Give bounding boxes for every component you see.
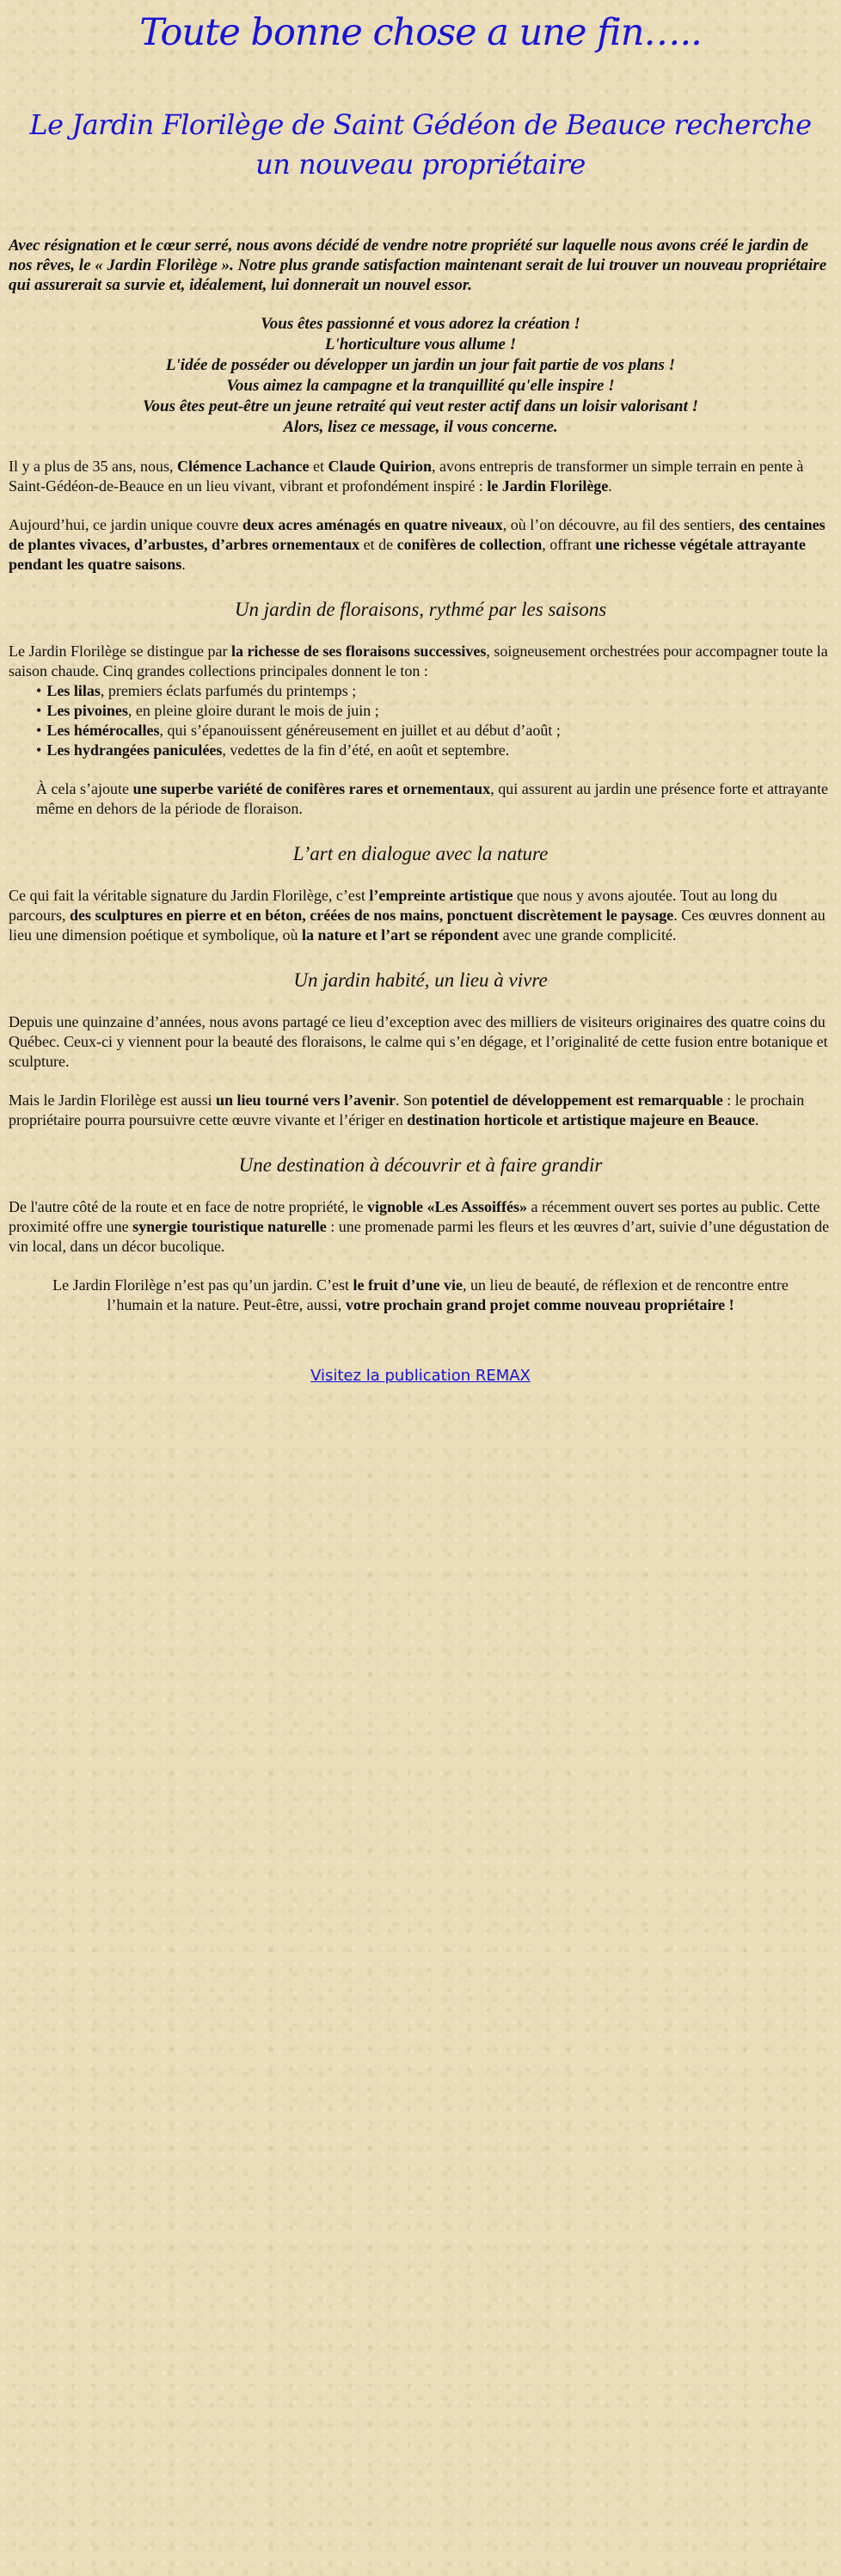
closing-paragraph: Le Jardin Florilège n’est pas qu’un jardin. C’est le fruit d’une vie, un lieu de beauté, de réflexion et de rencontre entre l’humain et la nature. Peut-être, aussi, votre prochain grand projet comme nouveau propriétaire !	[52, 1276, 789, 1313]
vineyard-paragraph: De l'autre côté de la route et en face de notre propriété, le vignoble «Les Assoiffés» a récemment ouvert ses portes au public. Cette proximité offre une synergie touristique naturelle : une promenade parmi les fleurs et les œuvres d’art, suivie d’une dégustation de vin local, dans un décor bucolique.	[9, 1198, 830, 1255]
history-paragraph: Il y a plus de 35 ans, nous, Clémence Lachance et Claude Quirion, avons entrepris de transformer un simple terrain en pente à Saint-Gédéon-de-Beauce en un lieu vivant, vibrant et profondément inspiré : le Jardin Florilège.	[9, 458, 804, 495]
future-paragraph: Mais le Jardin Florilège est aussi un lieu tourné vers l’avenir. Son potentiel de développement est remarquable : le prochain propriétaire pourra poursuivre cette œuvre vivante et l’ériger en destination horticole et artistique majeure en Beauce.	[9, 1091, 805, 1128]
callout-line: L'idée de posséder ou développer un jardin un jour fait partie de vos plans !	[165, 356, 676, 374]
intro-paragraph: Avec résignation et le cœur serré, nous avons décidé de vendre notre propriété sur laquelle nous avons créé le jardin de nos rêves, le « Jardin Florilège ». Notre plus grande satisfaction maintenant serait de lui trouver un nouveau propriétaire qui assurerait sa survie et, idéalement, lui donnerait un nouvel essor.	[9, 237, 827, 294]
callout-line: Vous êtes peut-être un jeune retraité qui veut rester actif dans un loisir valorisant !	[142, 397, 699, 415]
art-paragraph: Ce qui fait la véritable signature du Jardin Florilège, c’est l’empreinte artistique que nous y avons ajoutée. Tout au long du parcours, des sculptures en pierre et en béton, créées de nos mains, ponctuent discrètement le paysage. Ces œuvres donnent au lieu une dimension poétique et symbolique, où la nature et l’art se répondent avec une grande complicité.	[9, 887, 826, 944]
page-subtitle: Le Jardin Florilège de Saint Gédéon de Beauce recherche un nouveau propriétaire	[29, 108, 812, 181]
floraisons-paragraph: Le Jardin Florilège se distingue par la richesse de ses floraisons successives, soigneusement orchestrées pour accompagner toute la saison chaude. Cinq grandes collections principales donnent le ton :	[9, 642, 828, 679]
visitors-paragraph: Depuis une quinzaine d’années, nous avons partagé ce lieu d’exception avec des milliers de visiteurs originaires des quatre coins du Québec. Ceux-ci y viennent pour la beauté des floraisons, le calme qui s’en dégage, et l’originalité de cette fusion entre botanique et sculpture.	[9, 1013, 828, 1070]
callout-line: Alors, lisez ce message, il vous concerne.	[283, 418, 558, 436]
list-item: • Les hydrangées paniculées, vedettes de la fin d’été, en août et septembre.	[36, 741, 832, 760]
conifers-paragraph: À cela s’ajoute une superbe variété de conifères rares et ornementaux, qui assurent au jardin une présence forte et attrayante même en dehors de la période de floraison.	[36, 780, 829, 817]
section-heading-destination: Une destination à découvrir et à faire grandir	[238, 1154, 603, 1176]
callout-block	[9, 314, 832, 438]
page-title: Toute bonne chose a une fin…..	[139, 11, 702, 54]
link-container	[9, 1367, 832, 1385]
callout-line: L'horticulture vous allume !	[324, 335, 517, 354]
collections-list	[9, 681, 832, 760]
callout-line: Vous aimez la campagne et la tranquillité qu'elle inspire !	[226, 377, 615, 395]
list-item: • Les hémérocalles, qui s’épanouissent généreusement en juillet et au début d’août ;	[36, 721, 832, 741]
section-heading-habite: Un jardin habité, un lieu à vivre	[293, 969, 548, 991]
garden-description-paragraph: Aujourd’hui, ce jardin unique couvre deux acres aménagés en quatre niveaux, où l’on découvre, au fil des sentiers, des centaines de plantes vivaces, d’arbustes, d’arbres ornementaux et de conifères de collection, offrant une richesse végétale attrayante pendant les quatre saisons.	[9, 516, 826, 573]
section-heading-floraisons: Un jardin de floraisons, rythmé par les saisons	[234, 599, 607, 620]
section-heading-art: L’art en dialogue avec la nature	[292, 843, 549, 864]
list-item: • Les pivoines, en pleine gloire durant le mois de juin ;	[36, 701, 832, 721]
page-content	[9, 0, 832, 1385]
remax-publication-link[interactable]: Visitez la publication REMAX	[310, 1367, 531, 1385]
callout-line: Vous êtes passionné et vous adorez la création !	[261, 315, 580, 333]
list-item: • Les lilas, premiers éclats parfumés du printemps ;	[36, 681, 832, 701]
